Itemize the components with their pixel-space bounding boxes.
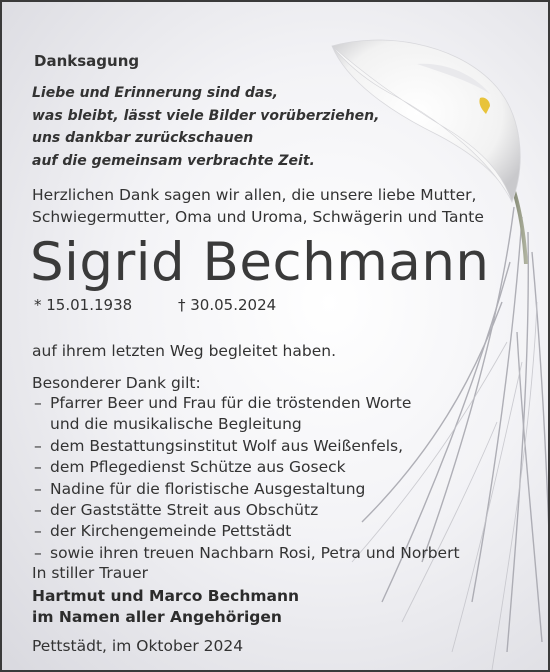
list-dash: – [34, 522, 42, 541]
list-dash: – [34, 436, 42, 455]
notice-heading: Danksagung [34, 52, 140, 70]
signature-family: im Namen aller Angehörigen [32, 608, 282, 626]
list-item-text: und die musikalische Begleitung [50, 415, 302, 434]
list-item [32, 393, 460, 436]
list-item [32, 457, 460, 478]
intro-line: Herzlichen Dank sagen wir allen, die unsere liebe Mutter, [32, 186, 477, 204]
list-item-text: dem Pflegedienst Schütze aus Goseck [50, 458, 346, 477]
deceased-name: Sigrid Bechmann [30, 232, 490, 293]
birth-date: * 15.01.1938 [34, 296, 133, 314]
signature [32, 586, 299, 628]
list-item [32, 436, 460, 457]
list-item [32, 479, 460, 500]
signature-names: Hartmut und Marco Bechmann [32, 587, 300, 605]
list-dash: – [34, 479, 42, 498]
list-dash: – [34, 543, 42, 562]
final-journey-text: auf ihrem letzten Weg begleitet haben. [32, 342, 336, 360]
list-item [32, 543, 460, 564]
list-item-text: der Kirchengemeinde Pettstädt [50, 522, 292, 541]
list-item-text: dem Bestattungsinstitut Wolf aus Weißenfels, [50, 436, 404, 455]
list-dash: – [34, 458, 42, 477]
special-thanks-list [32, 393, 460, 564]
list-item [32, 521, 460, 542]
poem-line: auf die gemeinsam verbrachte Zeit. [32, 152, 315, 169]
list-item-text: der Gaststätte Streit aus Obschütz [50, 501, 319, 520]
notice-text [2, 2, 550, 672]
poem-line: uns dankbar zurückschauen [32, 130, 254, 146]
mourning-text: In stiller Trauer [32, 564, 149, 582]
list-item-text: Nadine für die floristische Ausgestaltung [50, 479, 366, 498]
poem-line: Liebe und Erinnerung sind das, [32, 85, 278, 101]
list-item-text: sowie ihren treuen Nachbarn Rosi, Petra und Norbert [50, 543, 460, 562]
special-thanks-heading: Besonderer Dank gilt: [32, 374, 201, 392]
intro-line: Schwiegermutter, Oma und Uroma, Schwägerin und Tante [32, 208, 484, 226]
list-dash: – [34, 394, 42, 412]
poem-line: was bleibt, lässt viele Bilder vorüberziehen, [32, 107, 380, 124]
death-date: † 30.05.2024 [178, 296, 277, 314]
poem [32, 82, 379, 172]
place-date: Pettstädt, im Oktober 2024 [32, 637, 244, 655]
list-dash: – [34, 501, 42, 520]
intro-text [32, 184, 484, 228]
list-item [32, 500, 460, 521]
list-item-text: Pfarrer Beer und Frau für die tröstenden Worte [50, 394, 412, 412]
